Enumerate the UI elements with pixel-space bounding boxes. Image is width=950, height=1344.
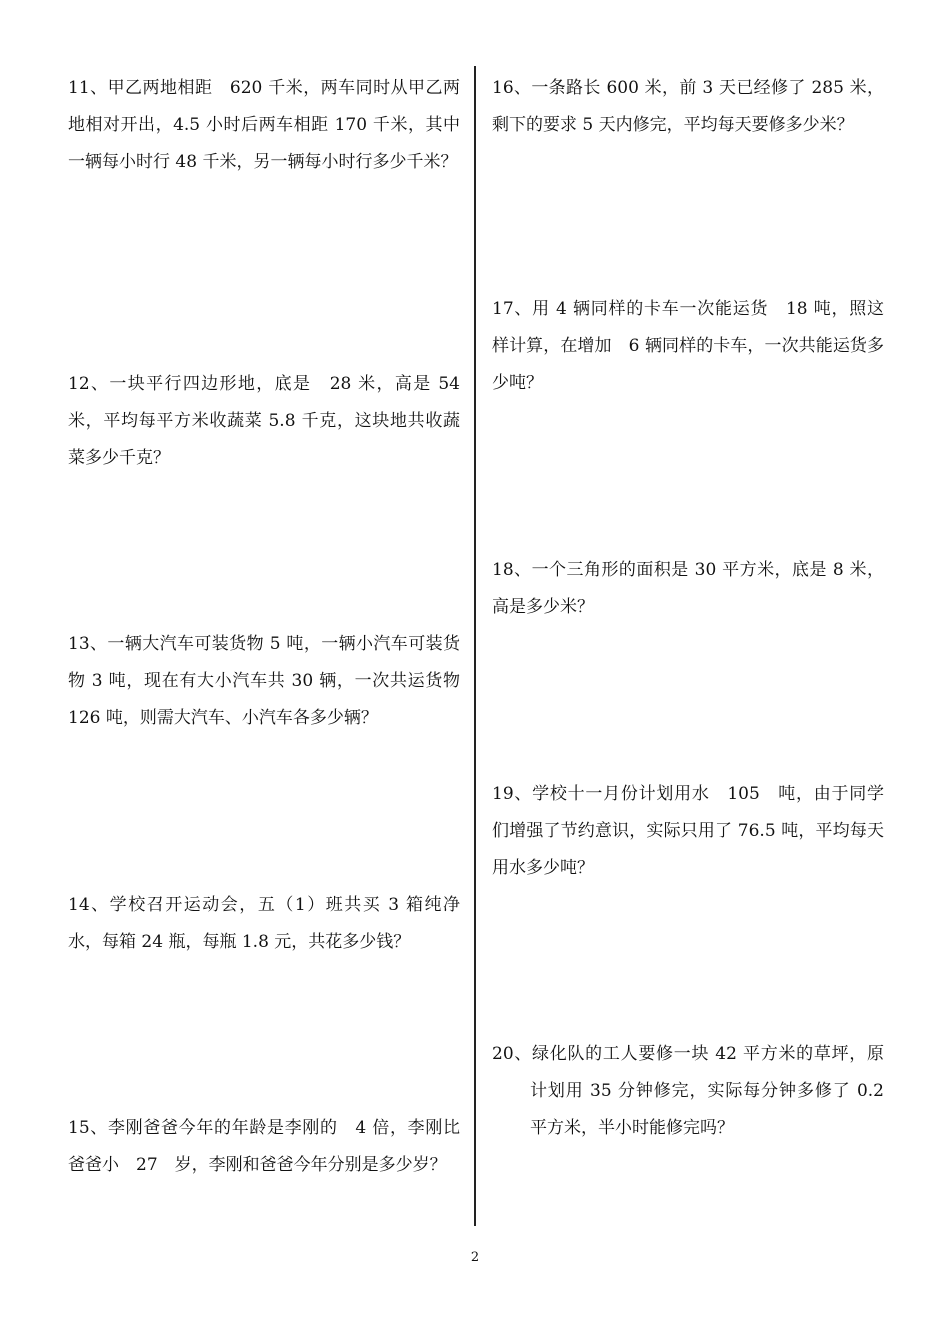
problem-12: 12、一块平行四边形地，底是 28 米，高是 54 米，平均每平方米收蔬菜 5.8 千克，这块地共收蔬菜多少千克？ — [68, 374, 460, 468]
column-divider — [474, 66, 476, 1226]
problem-17: 17、用 4 辆同样的卡车一次能运货 18 吨，照这样计算，在增加 6 辆同样的卡车，一次共能运货多少吨？ — [492, 299, 884, 393]
problem-18: 18、一个三角形的面积是 30 平方米，底是 8 米，高是多少米？ — [492, 560, 884, 617]
problem-16: 16、一条路长 600 米，前 3 天已经修了 285 米，剩下的要求 5 天内修完，平均每天要修多少米？ — [492, 78, 884, 135]
problem-20: 20、绿化队的工人要修一块 42 平方米的草坪，原计划用 35 分钟修完，实际每分钟多修了 0.2 平方米，半小时能修完吗？ — [492, 1044, 884, 1138]
problem-13: 13、一辆大汽车可装货物 5 吨，一辆小汽车可装货物 3 吨，现在有大小汽车共 30 辆，一次共运货物 126 吨，则需大汽车、小汽车各多少辆？ — [68, 634, 460, 728]
problem-11: 11、甲乙两地相距 620 千米，两车同时从甲乙两地相对开出，4.5 小时后两车相距 170 千米，其中一辆每小时行 48 千米，另一辆每小时行多少千米？ — [68, 78, 460, 172]
page-number: 2 — [470, 1250, 480, 1265]
problem-19: 19、学校十一月份计划用水 105 吨，由于同学们增强了节约意识，实际只用了 76.5 吨，平均每天用水多少吨？ — [492, 784, 884, 878]
problem-14: 14、学校召开运动会，五（1）班共买 3 箱纯净水，每箱 24 瓶，每瓶 1.8 元，共花多少钱？ — [68, 895, 460, 952]
problem-15: 15、李刚爸爸今年的年龄是李刚的 4 倍，李刚比爸爸小 27 岁，李刚和爸爸今年分别是多少岁？ — [68, 1118, 460, 1175]
